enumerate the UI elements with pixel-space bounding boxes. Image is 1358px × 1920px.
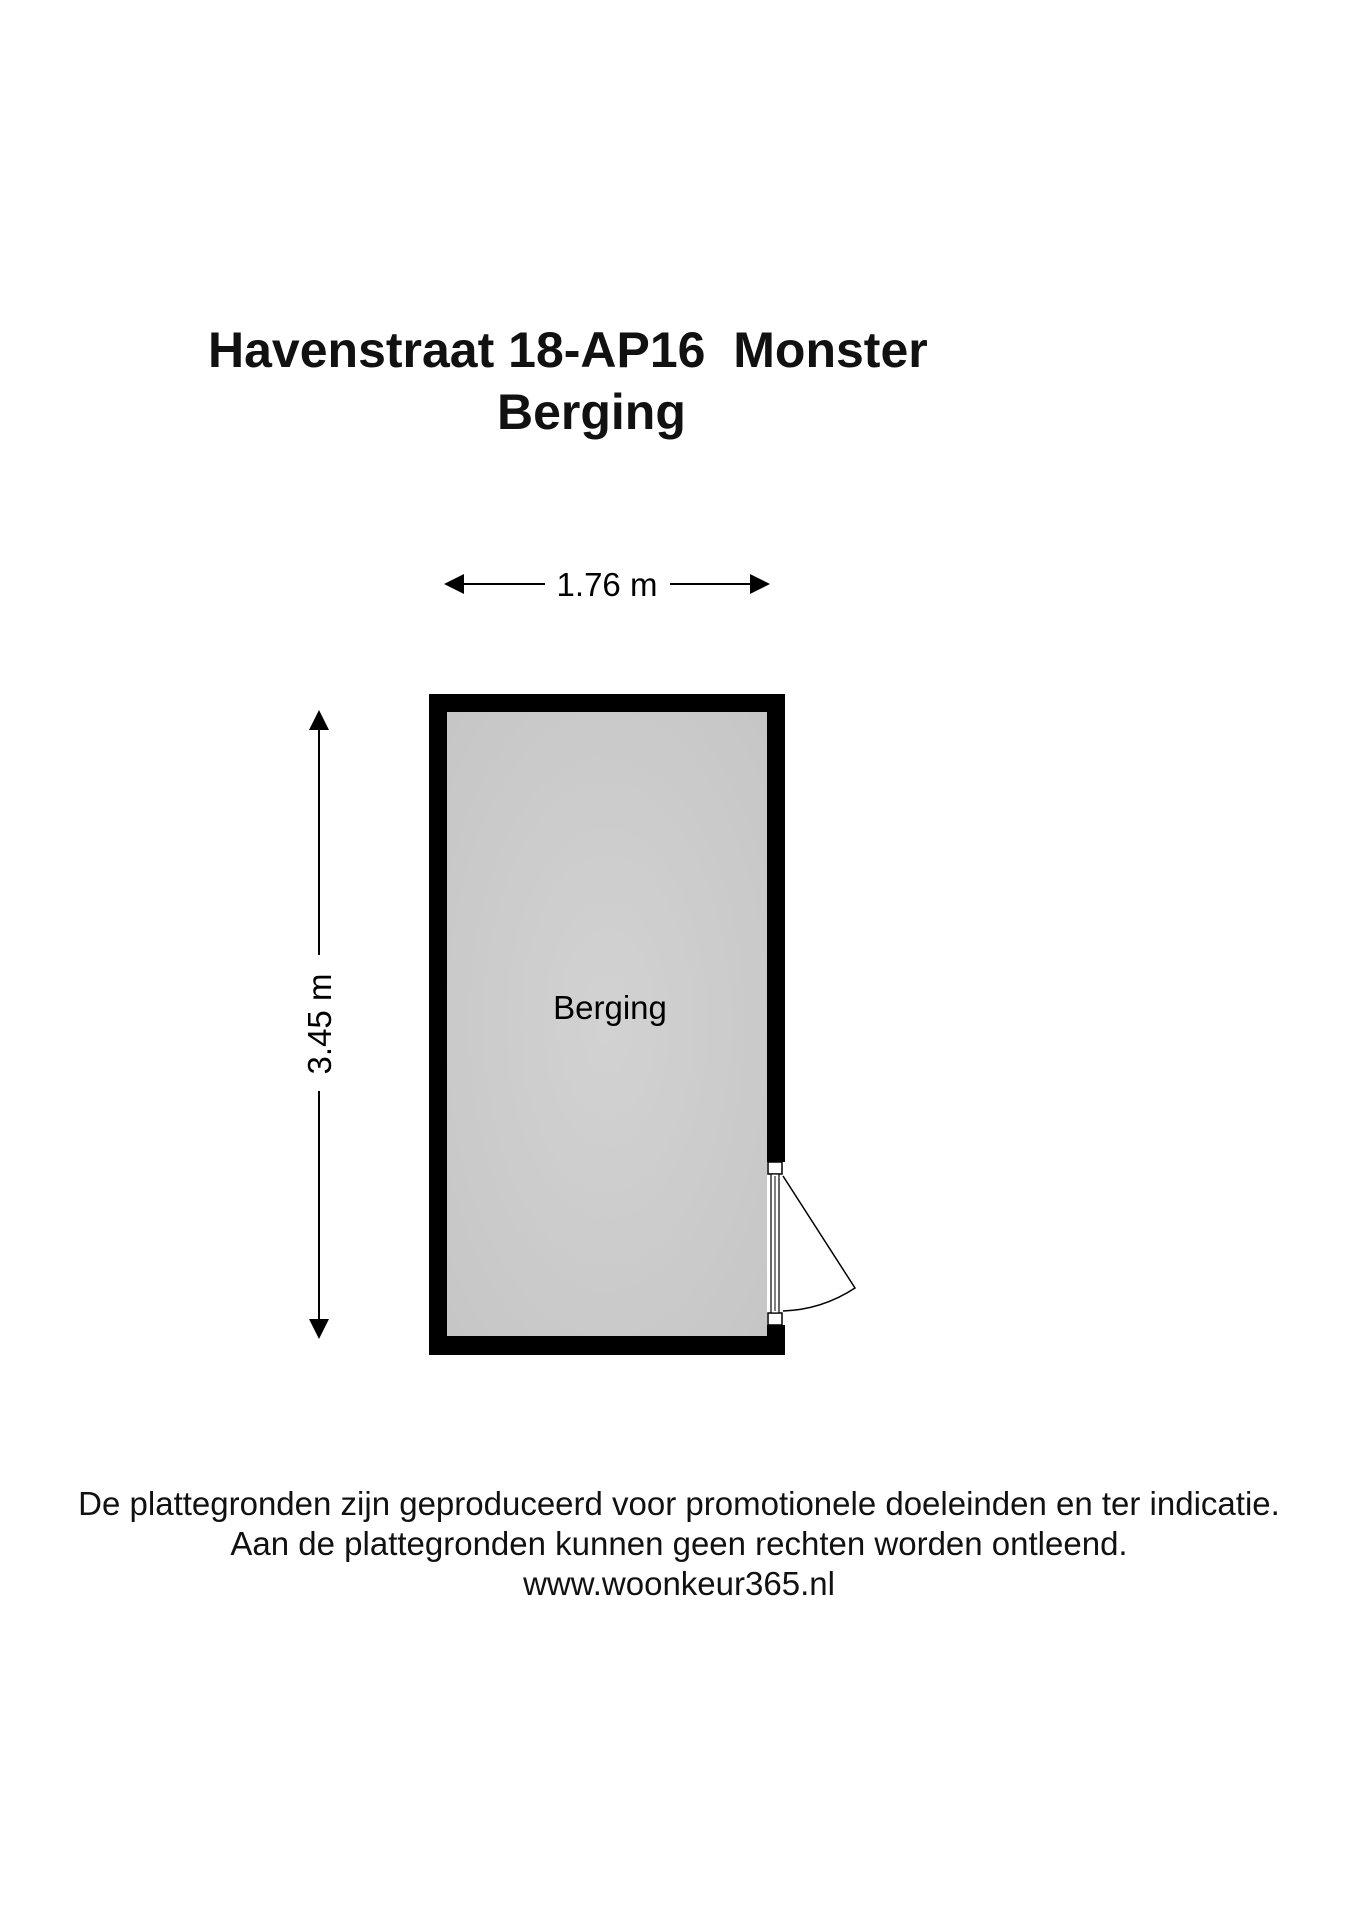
height-label: 3.45 m xyxy=(301,973,338,1075)
disclaimer-line-2: Aan de plattegronden kunnen geen rechten worden ontleend. xyxy=(230,1525,1128,1562)
room-label: Berging xyxy=(553,989,667,1026)
plan-subtitle: Berging xyxy=(497,384,686,440)
plan-title: Havenstraat 18-AP16 Monster xyxy=(208,322,928,378)
door-swing xyxy=(783,1176,855,1311)
disclaimer-line-1: De plattegronden zijn geproduceerd voor promotionele doeleinden en ter indicatie. xyxy=(78,1485,1280,1522)
width-label: 1.76 m xyxy=(556,566,658,603)
room-berging xyxy=(429,694,855,1355)
website-link[interactable]: www.woonkeur365.nl xyxy=(523,1565,835,1602)
width-dimension xyxy=(446,566,768,603)
height-dimension xyxy=(301,712,338,1337)
